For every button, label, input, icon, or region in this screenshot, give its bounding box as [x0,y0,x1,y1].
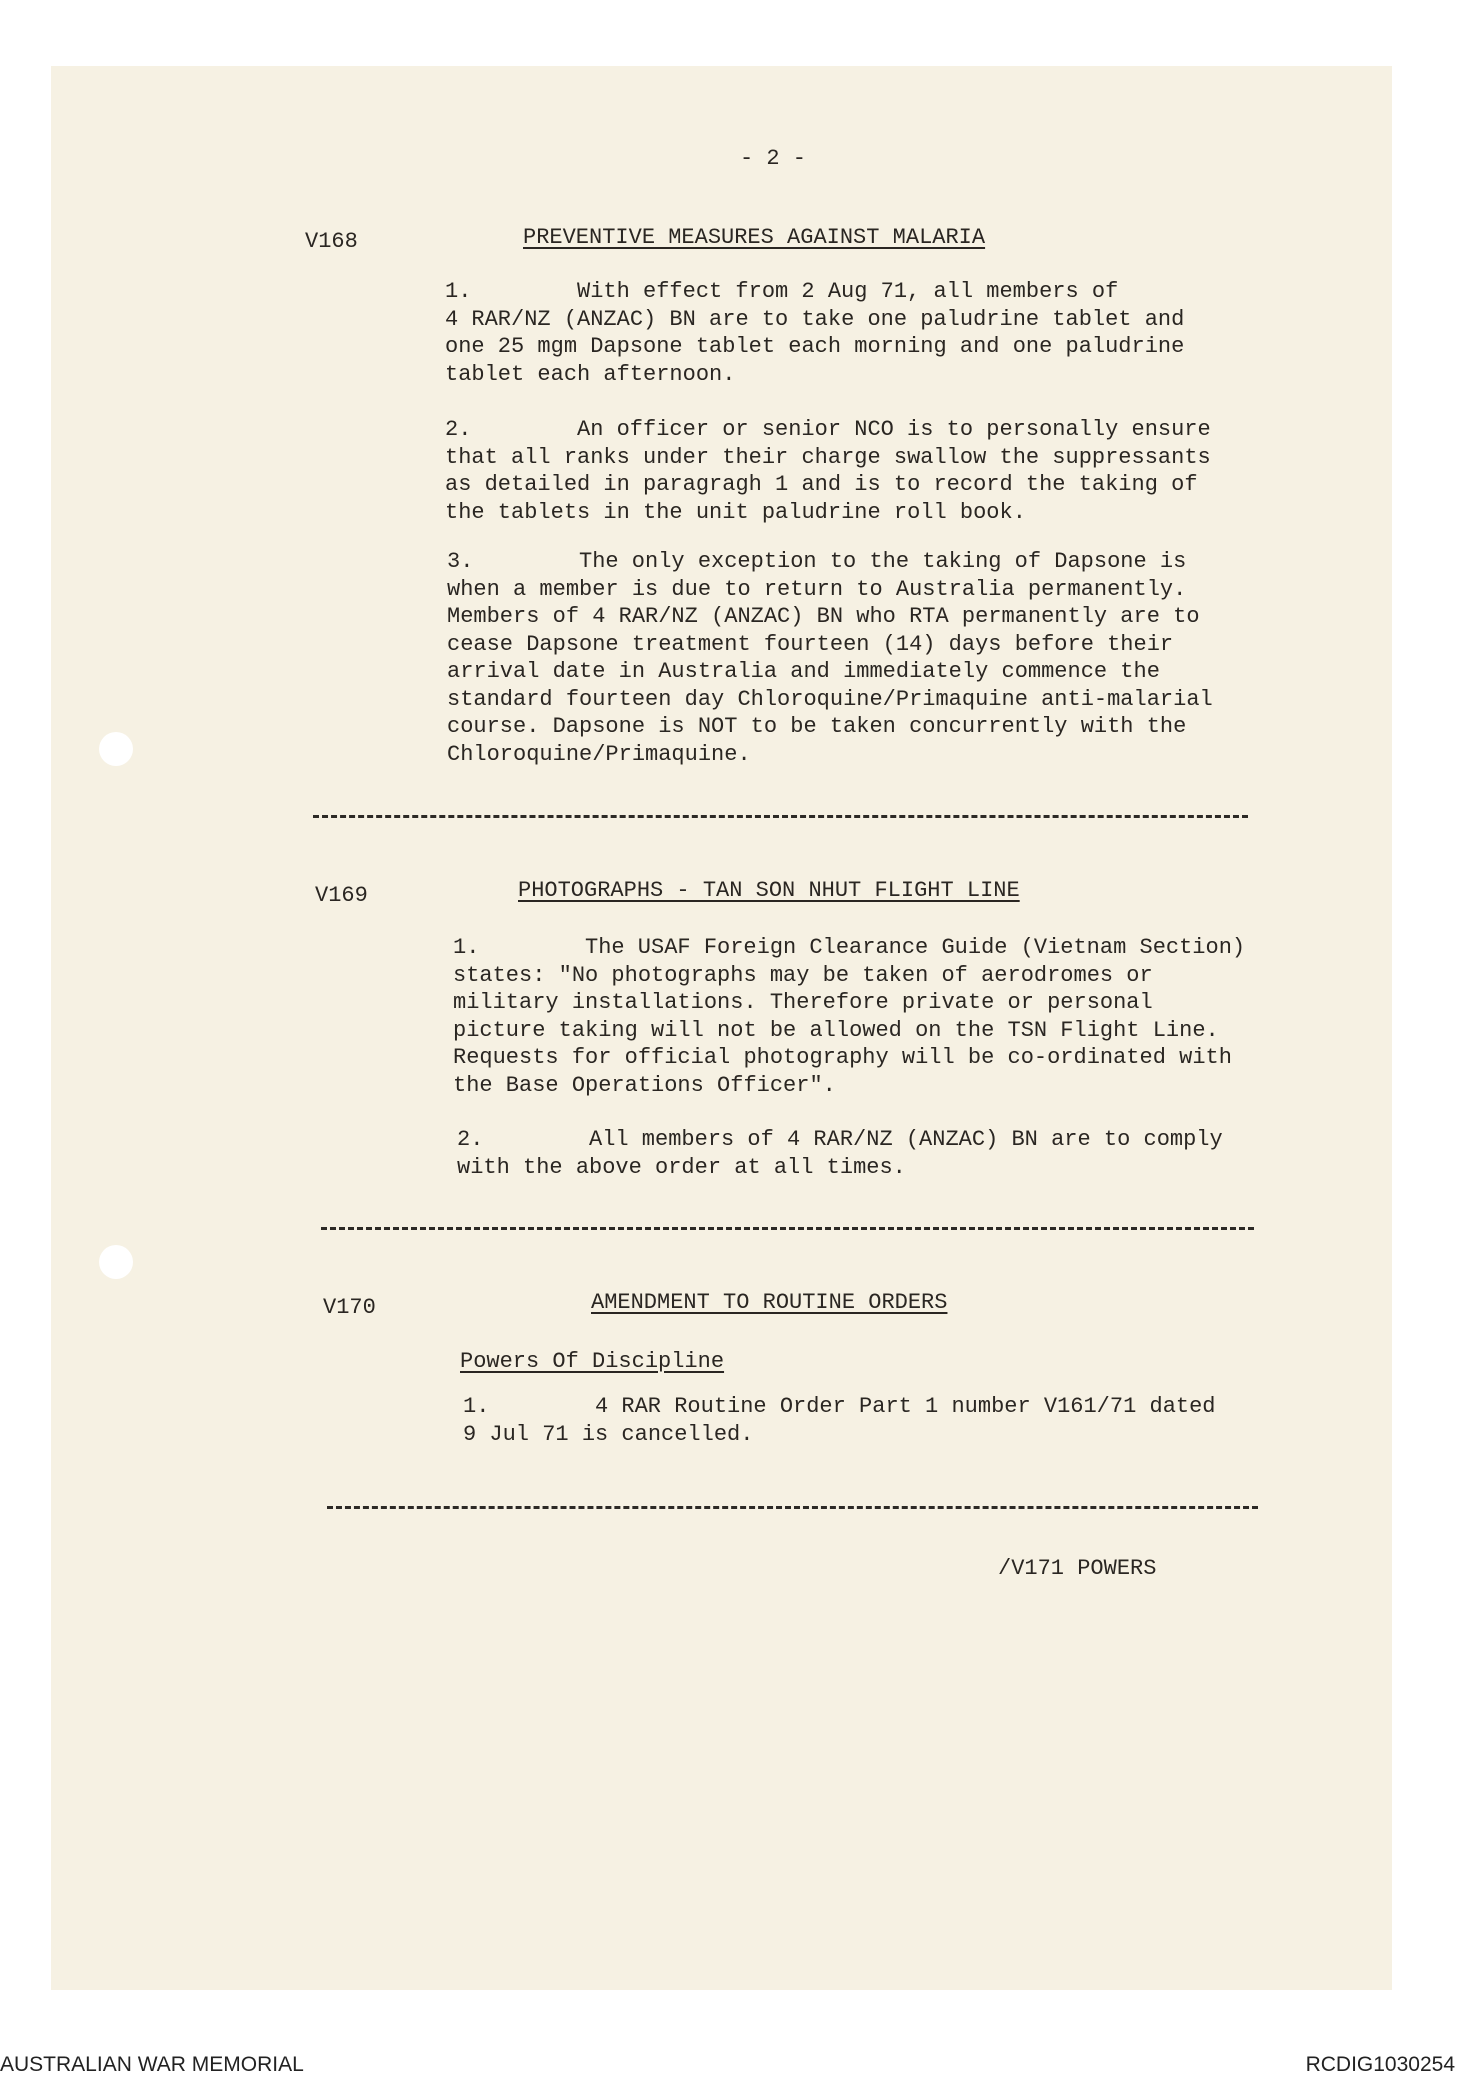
paragraph-line: picture taking will not be allowed on the TSN Flight Line. [453,1017,1219,1043]
punch-hole-lower [99,1245,133,1279]
paragraph-line: The only exception to the taking of Dapsone is [579,549,1187,574]
paragraph-line: military installations. Therefore private or personal [453,990,1153,1015]
paragraph-line: with the above order at all times. [457,1154,906,1180]
paragraph-line: that all ranks under their charge swallow the suppressants [445,444,1211,470]
paragraph-line: An officer or senior NCO is to personally ensure [577,417,1211,442]
paragraph-line: the Base Operations Officer". [453,1072,836,1098]
section-id-v169: V169 [315,883,368,908]
section-id-v168: V168 [305,229,358,254]
section-divider [327,1506,1258,1509]
paragraph-line: Members of 4 RAR/NZ (ANZAC) BN who RTA permanently are to [447,604,1200,629]
paragraph-line: Requests for official photography will be co-ordinated with [453,1045,1232,1070]
paragraph-number: 3. [447,549,474,574]
paragraph-number: 1. [453,935,480,960]
section-id-v170: V170 [323,1295,376,1320]
continuation-note: /V171 POWERS [998,1556,1157,1581]
paragraph-number: 2. [445,417,472,442]
paragraph-number: 2. [457,1127,484,1152]
paragraph-line: The USAF Foreign Clearance Guide (Vietnam Section) [585,935,1246,960]
paragraph-v169-2 [457,1126,1223,1181]
paragraph-line: course. Dapsone is NOT to be taken concurrently with the [447,714,1187,739]
paragraph-line: Chloroquine/Primaquine. [447,741,751,767]
paragraph-line: when a member is due to return to Australia permanently. [447,576,1187,602]
paragraph-line: one 25 mgm Dapsone tablet each morning and one paludrine [445,334,1185,359]
section-title-v170: AMENDMENT TO ROUTINE ORDERS [591,1290,948,1315]
paragraph-line: states: "No photographs may be taken of aerodromes or [453,962,1153,988]
paragraph-number: 1. [463,1394,490,1419]
paragraph-v169-1 [453,934,1245,1099]
paragraph-line: the tablets in the unit paludrine roll book. [445,499,1026,525]
paragraph-v170-1 [463,1393,1216,1448]
section-subheading-v170: Powers Of Discipline [460,1349,725,1374]
punch-hole-upper [99,732,133,766]
paragraph-line: arrival date in Australia and immediately commence the [447,659,1160,684]
paragraph-v168-1 [445,278,1184,388]
footer-left-archive-name: AUSTRALIAN WAR MEMORIAL [0,2053,304,2076]
page-number: - 2 - [740,146,807,171]
paragraph-line: With effect from 2 Aug 71, all members of [577,279,1119,304]
paragraph-line: All members of 4 RAR/NZ (ANZAC) BN are to comply [589,1127,1223,1152]
section-title-v168: PREVENTIVE MEASURES AGAINST MALARIA [523,225,986,250]
paragraph-line: standard fourteen day Chloroquine/Primaquine anti-malarial [447,686,1213,712]
paragraph-line: cease Dapsone treatment fourteen (14) days before their [447,631,1174,657]
paragraph-line: as detailed in paragragh 1 and is to record the taking of [445,472,1198,497]
footer-right-record-id: RCDIG1030254 [1305,2053,1455,2076]
section-divider [321,1227,1254,1230]
paragraph-line: 9 Jul 71 is cancelled. [463,1421,754,1447]
paragraph-line: 4 RAR Routine Order Part 1 number V161/71 dated [595,1394,1216,1419]
paragraph-line: tablet each afternoon. [445,361,736,387]
paragraph-line: 4 RAR/NZ (ANZAC) BN are to take one paludrine tablet and [445,306,1185,332]
paragraph-number: 1. [445,279,472,304]
paragraph-v168-3 [447,548,1213,768]
paragraph-v168-2 [445,416,1211,526]
section-title-v169: PHOTOGRAPHS - TAN SON NHUT FLIGHT LINE [518,878,1020,903]
section-divider [313,815,1248,818]
